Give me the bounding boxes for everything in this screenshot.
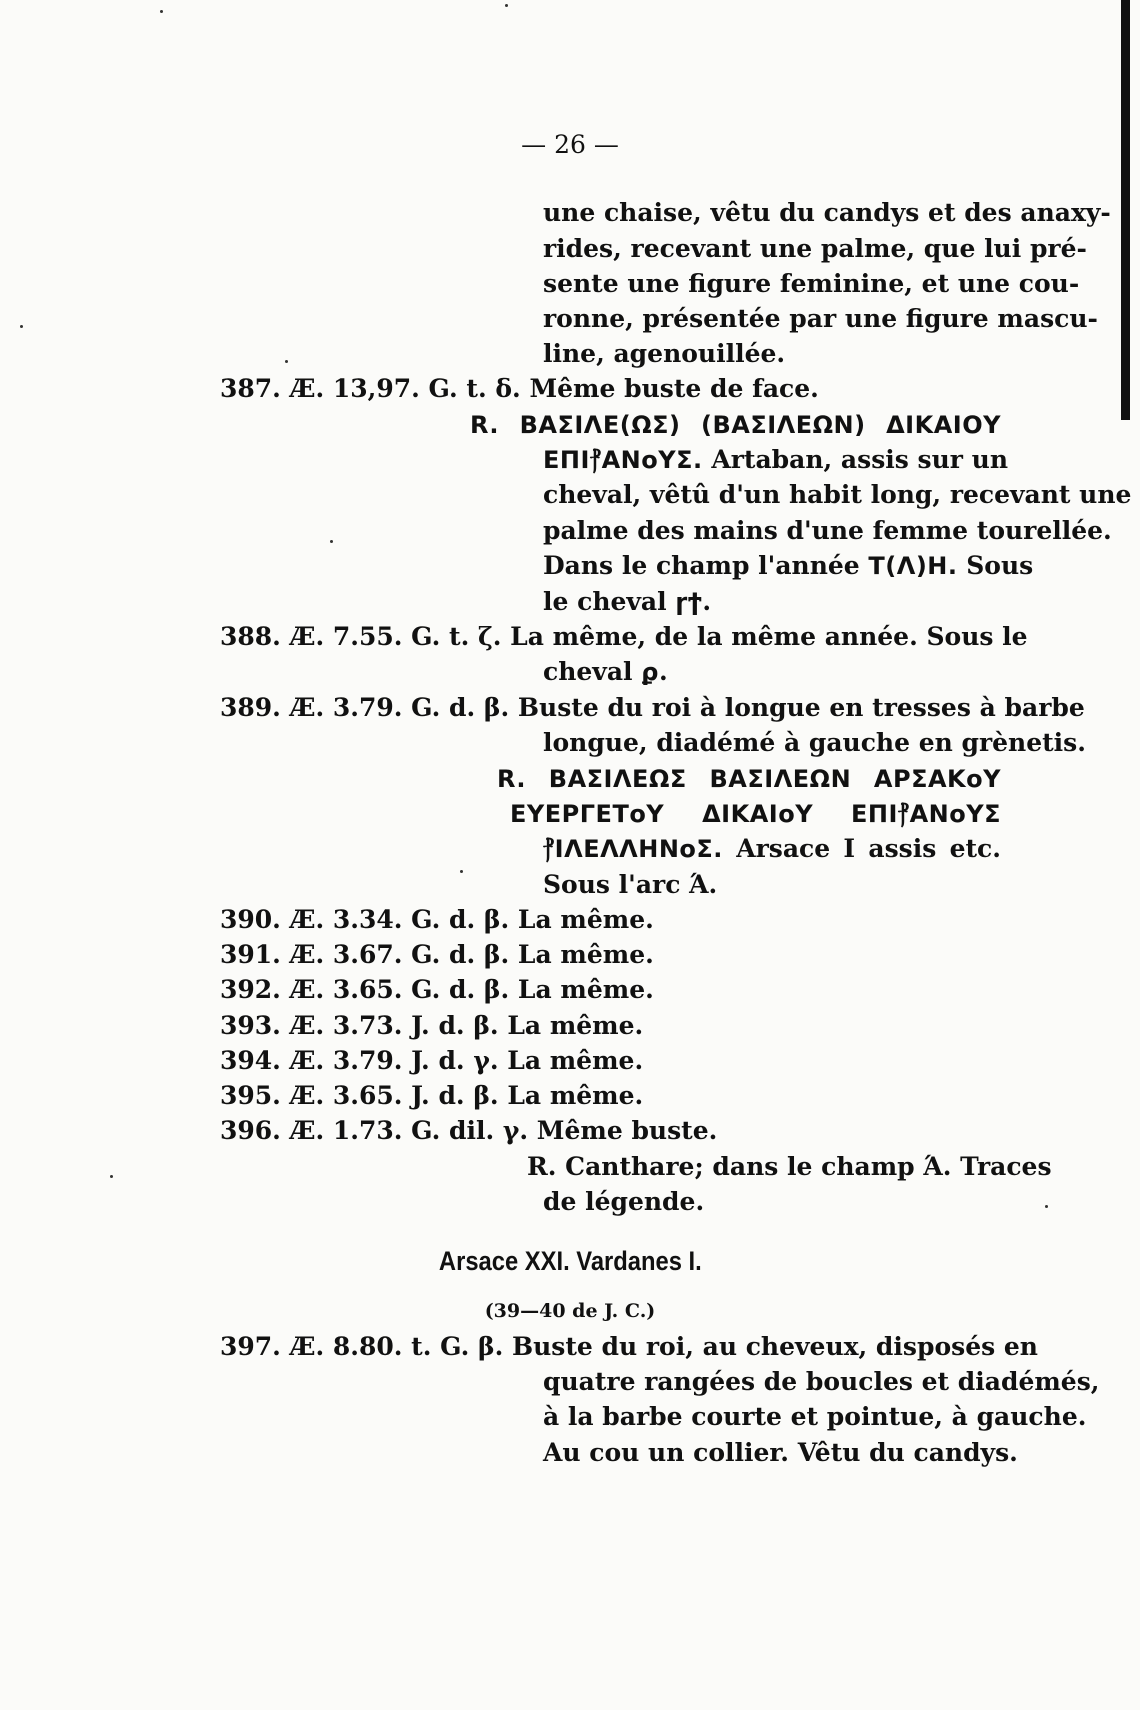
continuation-line: sente une figure feminine, et une cou- bbox=[543, 269, 1080, 298]
continuation-line: une chaise, vêtu du candys et des anaxy- bbox=[543, 198, 1111, 227]
speck bbox=[1045, 1205, 1048, 1208]
page-edge-shadow bbox=[1121, 0, 1130, 420]
field-text: cheval bbox=[543, 657, 633, 686]
entry-397-line: à la barbe courte et pointue, à gauche. bbox=[543, 1402, 1087, 1431]
reverse-text: Artaban, assis sur un bbox=[711, 445, 1009, 474]
speck bbox=[330, 540, 333, 543]
section-title: Arsace XXI. Vardanes I. bbox=[438, 1246, 702, 1276]
entry-397-line: Au cou un collier. Vêtu du candys. bbox=[543, 1438, 1018, 1467]
entry-387-heading: 387. Æ. 13,97. G. t. δ. Même buste de face. bbox=[220, 374, 819, 403]
speck bbox=[110, 1175, 113, 1178]
greek-legend: ΕΠΙ⳨ΑΝοΥΣ. bbox=[543, 446, 703, 474]
field-text: le cheval bbox=[543, 587, 667, 616]
field-text: Dans le champ l'année bbox=[543, 551, 860, 580]
field-text: Sous bbox=[966, 551, 1034, 580]
entry-387-reverse-line: cheval, vêtû d'un habit long, recevant une bbox=[543, 480, 1132, 509]
monogram: ɼϯ bbox=[675, 588, 703, 616]
speck bbox=[460, 870, 463, 873]
entry-line: 392. Æ. 3.65. G. d. β. La même. bbox=[220, 975, 654, 1004]
entry-389-heading: 389. Æ. 3.79. G. d. β. Buste du roi à longue en tresses à barbe bbox=[220, 693, 1085, 722]
entry-397-line: quatre rangées de boucles et diadémés, bbox=[543, 1367, 1100, 1396]
entry-396-reverse-line: R. Canthare; dans le champ Ά. Traces bbox=[527, 1152, 1052, 1181]
speck bbox=[20, 325, 23, 328]
entry-387-reverse-legend: R. ΒΑΣΙΛΕ(ΩΣ) (ΒΑΣΙΛΕΩΝ) ΔΙΚΑΙΟΥ bbox=[470, 411, 1001, 439]
entry-line: 391. Æ. 3.67. G. d. β. La même. bbox=[220, 940, 654, 969]
entry-396-reverse-line: de légende. bbox=[543, 1187, 705, 1216]
entry-387-reverse-line bbox=[543, 549, 1034, 583]
section-dates: (39—40 de J. C.) bbox=[484, 1300, 656, 1322]
entry-line: 396. Æ. 1.73. G. dil. γ. Même buste. bbox=[220, 1116, 718, 1145]
entry-line: 390. Æ. 3.34. G. d. β. La même. bbox=[220, 905, 654, 934]
speck bbox=[285, 360, 288, 363]
entry-389-reverse-line bbox=[543, 832, 1001, 866]
entry-388-line bbox=[543, 655, 668, 689]
continuation-line: ronne, présentée par une figure mascu- bbox=[543, 304, 1098, 333]
entry-line: 395. Æ. 3.65. J. d. β. La même. bbox=[220, 1081, 644, 1110]
entry-387-reverse-line: palme des mains d'une femme tourellée. bbox=[543, 516, 1112, 545]
reverse-text: Arsace I assis etc. bbox=[736, 834, 1001, 863]
speck bbox=[160, 10, 163, 13]
entry-line: 394. Æ. 3.79. J. d. γ. La même. bbox=[220, 1046, 644, 1075]
entry-397-heading: 397. Æ. 8.80. t. G. β. Buste du roi, au cheveux, disposés en bbox=[220, 1332, 1038, 1361]
entry-387-reverse-line bbox=[543, 443, 1009, 477]
entry-388-heading: 388. Æ. 7.55. G. t. ζ. La même, de la même année. Sous le bbox=[220, 622, 1028, 651]
greek-legend: ⳨ΙΛΕΛΛΗΝοΣ. bbox=[543, 835, 723, 863]
page-number: — 26 — bbox=[521, 130, 619, 159]
entry-387-reverse-line bbox=[543, 585, 711, 619]
section-title-wrap bbox=[0, 1244, 1140, 1279]
entry-389-reverse-legend: R. ΒΑΣΙΛΕΩΣ ΒΑΣΙΛΕΩΝ ΑΡΣΑΚοΥ bbox=[497, 765, 1001, 793]
continuation-line: line, agenouillée. bbox=[543, 339, 786, 368]
entry-389-reverse-legend: ΕΥΕΡΓΕΤοΥ ΔΙΚΑΙοΥ ΕΠΙ⳨ΑΝοΥΣ bbox=[510, 800, 1001, 828]
field-text: . bbox=[702, 587, 712, 616]
monogram: ϼ bbox=[641, 658, 659, 686]
entry-389-line: longue, diadémé à gauche en grènetis. bbox=[543, 728, 1086, 757]
speck bbox=[505, 4, 508, 7]
entry-line: 393. Æ. 3.73. J. d. β. La même. bbox=[220, 1011, 644, 1040]
entry-389-reverse-line: Sous l'arc Ά. bbox=[543, 870, 718, 899]
continuation-line: rides, recevant une palme, que lui pré- bbox=[543, 234, 1087, 263]
year-legend: Τ(Λ)Η. bbox=[868, 552, 958, 580]
field-text: . bbox=[658, 657, 668, 686]
